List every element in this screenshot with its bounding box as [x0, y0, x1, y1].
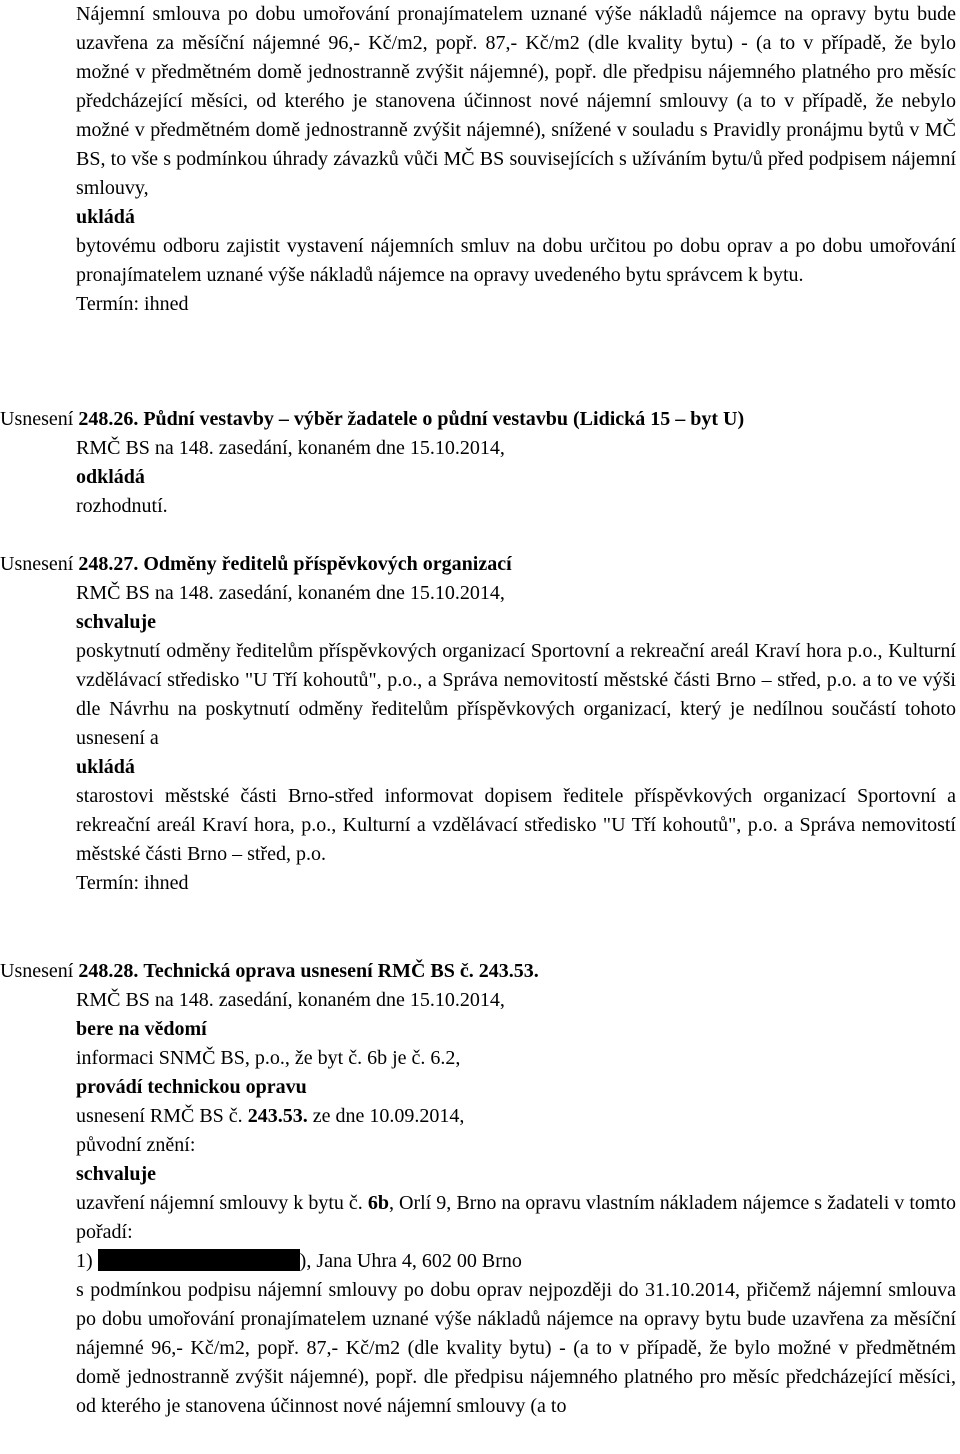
resolution-248-26: [0, 405, 956, 521]
verb-odklada: odkládá: [76, 466, 145, 488]
applicant-item: 1) ), Jana Uhra 4, 602 00 Brno: [76, 1250, 522, 1272]
resolution-term: Termín: ihned: [76, 872, 189, 894]
resolution-title: Odměny ředitelů příspěvkových organizací: [143, 553, 512, 575]
top-term: Termín: ihned: [76, 293, 189, 315]
resolution-title: Půdní vestavby – výběr žadatele o půdní vestavbu (Lidická 15 – byt U): [143, 408, 745, 430]
resolution-text-2: starostovi městské části Brno-střed informovat dopisem ředitele příspěvkových organizací Sportovní a rekreační areál Kraví hora, p.o., Kulturní a vzdělávací středisko "U Tří kohoutů", p.o. a Správa nemovitostí městské části Brno – střed, p.o.: [76, 785, 956, 865]
resolution-title: Technická oprava usnesení RMČ BS č. 243.53.: [143, 960, 539, 982]
top-task-text: bytovému odboru zajistit vystavení nájemních smluv na dobu určitou po dobu oprav a po dobu umořování pronajímatelem uznané výše nákladů nájemce na opravy uvedeného bytu správcem k bytu.: [76, 235, 956, 286]
verb-bere-na-vedomi: bere na vědomí: [76, 1018, 207, 1040]
resolution-heading: Usnesení 248.27. Odměny ředitelů příspěvkových organizací: [0, 553, 512, 575]
resolution-text-3: uzavření nájemní smlouvy k bytu č. 6b, Orlí 9, Brno na opravu vlastním nákladem nájemce s žadateli v tomto pořadí:: [76, 1192, 956, 1243]
resolution-text-4: s podmínkou podpisu nájemní smlouvy po dobu oprav nejpozději do 31.10.2014, přičemž nájemní smlouva po dobu umořování pronajímatelem uznané výše nákladů nájemce na opravy bytu bude uzavřena za měsíční nájemné 96,- Kč/m2, popř. 87,- Kč/m2 (dle kvality bytu) - (a to v případě, že bylo možné v předmětném domě jednostranně zvýšit nájemné), popř. dle předpisu nájemného platného pro měsíc předcházející měsíci, od kterého je stanovena účinnost nové nájemní smlouvy (a to: [76, 1279, 956, 1417]
resolution-248-27: [0, 550, 956, 898]
resolution-number: 248.26.: [78, 408, 139, 430]
resolution-text-1: informaci SNMČ BS, p.o., že byt č. 6b je č. 6.2,: [76, 1047, 461, 1069]
resolution-text: rozhodnutí.: [76, 495, 168, 517]
resolution-text-2: usnesení RMČ BS č. 243.53. ze dne 10.09.2014,: [76, 1105, 465, 1127]
verb-schvaluje: schvaluje: [76, 611, 156, 633]
resolution-heading: Usnesení 248.28. Technická oprava usnesení RMČ BS č. 243.53.: [0, 960, 539, 982]
resolution-number: 248.27.: [78, 553, 139, 575]
original-wording-label: původní znění:: [76, 1134, 196, 1156]
resolution-number: 248.28.: [78, 960, 139, 982]
verb-schvaluje: schvaluje: [76, 1163, 156, 1185]
meeting-line: RMČ BS na 148. zasedání, konaném dne 15.10.2014,: [76, 582, 505, 604]
resolution-text-1: poskytnutí odměny ředitelům příspěvkových organizací Sportovní a rekreační areál Kraví hora p.o., Kulturní vzdělávací středisko "U Tří kohoutů", p.o., a Správa nemovitostí městské části Brno – střed, p.o. a to ve výši dle Návrhu na poskytnutí odměny ředitelům příspěvkových organizací, který je nedílnou součástí tohoto usnesení a: [76, 640, 956, 749]
top-section: [76, 0, 956, 319]
meeting-line: RMČ BS na 148. zasedání, konaném dne 15.10.2014,: [76, 437, 505, 459]
meeting-line: RMČ BS na 148. zasedání, konaném dne 15.10.2014,: [76, 989, 505, 1011]
verb-uklada: ukládá: [76, 756, 135, 778]
verb-provadi-opravu: provádí technickou opravu: [76, 1076, 307, 1098]
resolution-248-28: [0, 957, 956, 1421]
top-verb-uklada: ukládá: [76, 206, 135, 228]
top-paragraph: Nájemní smlouva po dobu umořování pronajímatelem uznané výše nákladů nájemce na opravy bytu bude uzavřena za měsíční nájemné 96,- Kč/m2, popř. 87,- Kč/m2 (dle kvality bytu) - (a to v případě, že bylo možné v předmětném domě jednostranně zvýšit nájemné), popř. dle předpisu nájemného platného pro měsíc předcházející měsíci, od kterého je stanovena účinnost nové nájemní smlouvy (a to v případě, že nebylo možné v předmětném domě jednostranně zvýšit nájemné), snížené v souladu s Pravidly pronájmu bytů v MČ BS, to vše s podmínkou úhrady závazků vůči MČ BS souvisejících s užíváním bytu/ů před podpisem nájemní smlouvy,: [76, 3, 956, 199]
resolution-heading: Usnesení 248.26. Půdní vestavby – výběr žadatele o půdní vestavbu (Lidická 15 – byt U): [0, 408, 745, 430]
redaction-bar: [98, 1249, 300, 1271]
